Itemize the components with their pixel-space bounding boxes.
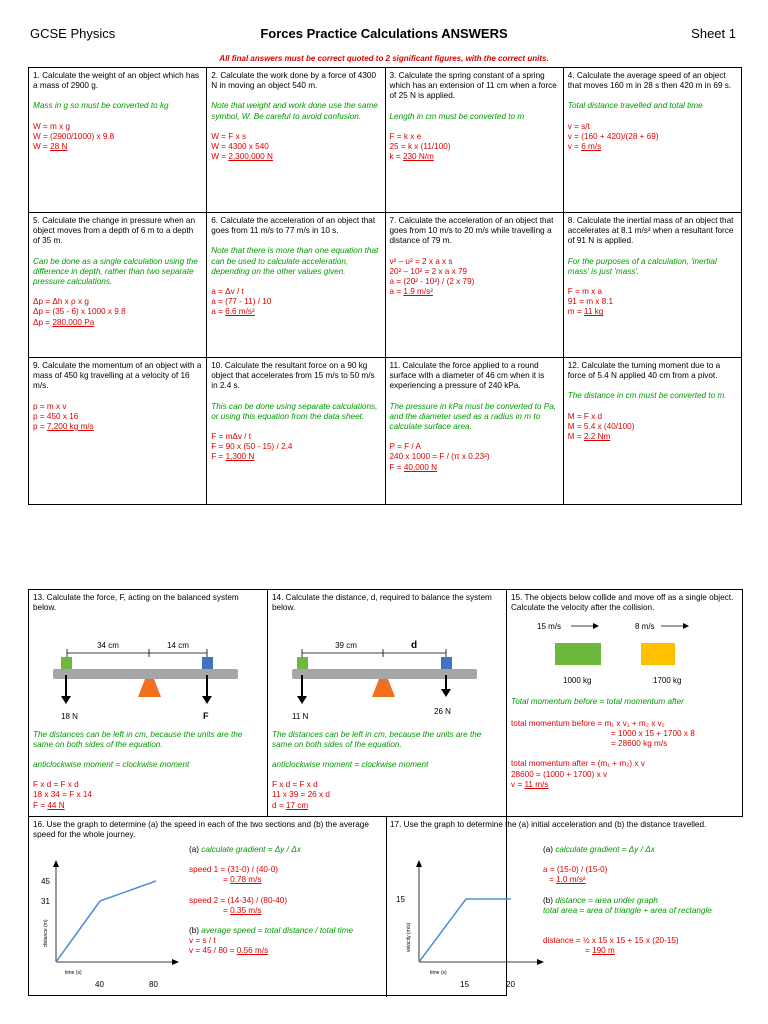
q3-working xyxy=(390,132,559,163)
q16-section-2-line xyxy=(100,881,156,901)
q7-answer: 1.9 m/s² xyxy=(403,287,433,297)
q13-line: 18 x 34 = F x 14 xyxy=(33,790,92,800)
q8-note: For the purposes of a calculation, 'inertial mass' is just 'mass'. xyxy=(567,256,717,276)
sheet-label: Sheet 1 xyxy=(691,26,736,41)
q13-note-2: anticlockwise moment = clockwise moment xyxy=(33,760,190,770)
q11-line: 240 x 1000 = F / (π x 0.23²) xyxy=(389,452,490,462)
q11-answer-prefix: F = xyxy=(389,462,404,472)
q9-answer-prefix: p = xyxy=(33,422,47,432)
q16-line: v = s / t xyxy=(189,936,216,946)
q17-b-note: distance = area under graph xyxy=(555,895,658,905)
q14-beam xyxy=(292,669,477,679)
q17-a-label: (a) xyxy=(543,845,556,854)
q14-lever-diagram xyxy=(272,617,501,722)
question-17-text: 17. Use the graph to determine the (a) initial acceleration and (b) the distance travelled. xyxy=(390,820,707,829)
q14-pivot xyxy=(372,679,395,697)
q8-line: 91 = m x 8.1 xyxy=(567,297,614,307)
question-2-text: 2. Calculate the work done by a force of 4300 N in moving an object 540 m. xyxy=(211,71,377,91)
question-16-text: 16. Use the graph to determine (a) the speed in each of the two sections and (b) the average speed for the whole journey. xyxy=(33,820,369,840)
q15-before-line: = 1000 x 15 + 1700 x 8 xyxy=(611,729,695,739)
question-8-cell xyxy=(563,213,741,358)
q16-xtick: 40 xyxy=(95,980,104,989)
q3-line: F = k x e xyxy=(389,131,422,141)
q15-note: Total momentum before = total momentum after xyxy=(511,696,684,706)
q9-line: p = m x v xyxy=(33,401,67,411)
q16-answer-prefix: v = 45 / 80 = xyxy=(189,946,237,956)
q12-line: M = F x d xyxy=(567,411,603,421)
q13-pivot xyxy=(138,679,161,697)
q16-distance-time-graph xyxy=(29,857,202,997)
q17-ytick: 15 xyxy=(396,895,405,904)
q5-answer-prefix: Δp = xyxy=(33,317,53,327)
question-5-text: 5. Calculate the change in pressure when an object moves from a depth of 6 m to a depth of 35 m. xyxy=(33,216,196,246)
q15-collision-diagram xyxy=(511,615,737,685)
subject-label: GCSE Physics xyxy=(30,26,116,41)
question-16-cell xyxy=(29,817,712,996)
question-14-cell xyxy=(268,590,507,817)
question-12-text: 12. Calculate the turning moment due to a force of 5.4 N applied 40 cm from a pivot. xyxy=(567,361,721,381)
q10-line: F = 90 x (50 - 15) / 2.4 xyxy=(211,442,293,452)
q17-a-line: a = (15-0) / (15-0) xyxy=(543,865,608,875)
q15-v1: 15 m/s xyxy=(537,622,562,632)
q3-line: 25 = k x (11/100) xyxy=(389,142,451,152)
question-9-cell xyxy=(29,358,207,505)
q1-working xyxy=(33,122,202,153)
question-8-text: 8. Calculate the inertial mass of an object that accelerates at 8.1 m/s² when a resultant force of 91 N is applied. xyxy=(567,216,734,246)
q16-speed1-answer: 0.78 m/s xyxy=(230,875,262,885)
q4-answer: 6 m/s xyxy=(581,142,602,152)
question-15-cell xyxy=(507,590,743,817)
question-7-text: 7. Calculate the acceleration of an object that goes from 10 m/s to 20 m/s while travelling a distance of 79 m. xyxy=(389,216,554,246)
q10-note: This can be done using separate calculations, or using this equation from the data sheet. xyxy=(211,401,378,421)
q14-left-force: 11 N xyxy=(292,712,309,722)
q2-answer-prefix: W = xyxy=(211,152,229,162)
question-13-cell xyxy=(29,590,268,817)
q6-line: a = (77 - 11) / 10 xyxy=(211,297,272,307)
q5-note: Can be done as a single calculation using the difference in depth, rather than two separate pressure calculations. xyxy=(33,256,198,287)
q7-answer-prefix: a = xyxy=(389,287,404,297)
q16-speed2-eq: = xyxy=(223,905,231,915)
q17-acceleration-line xyxy=(419,899,466,962)
q12-note: The distance in cm must be converted to m. xyxy=(567,391,727,401)
q17-dist-line: distance = ½ x 15 x 15 + 15 x (20-15) xyxy=(543,936,679,946)
q8-line: F = m x a xyxy=(567,287,603,297)
q12-working xyxy=(568,412,737,443)
q15-m2: 1700 kg xyxy=(653,676,682,686)
q16-a-label: (a) xyxy=(189,845,202,854)
q1-line: W = m x g xyxy=(33,121,71,131)
q4-line: v = s/t xyxy=(567,121,590,131)
q13-right-distance: 14 cm xyxy=(167,641,189,651)
q2-working xyxy=(211,132,380,163)
q11-line: P = F / A xyxy=(389,442,421,452)
q16-a-note: calculate gradient = Δy / Δx xyxy=(201,845,301,854)
q10-line: F = mΔv / t xyxy=(211,432,252,442)
q14-left-mass xyxy=(297,657,308,669)
q16-speed1-line: speed 1 = (31-0) / (40-0) xyxy=(189,865,278,875)
q14-left-distance: 39 cm xyxy=(335,641,357,651)
q8-answer-prefix: m = xyxy=(567,307,584,317)
q14-line: 11 x 39 = 26 x d xyxy=(272,790,330,800)
q10-answer: 1,300 N xyxy=(225,452,255,462)
q16-answer: 0.56 m/s xyxy=(236,946,269,956)
q6-answer: 6.6 m/s² xyxy=(225,307,255,317)
q4-working xyxy=(568,122,737,153)
q13-answer: 44 N xyxy=(47,800,65,810)
q17-ylabel: velocity (m/s) xyxy=(406,922,412,952)
q7-working xyxy=(390,257,559,298)
q15-before-line: = 28600 kg m/s xyxy=(611,739,668,749)
q14-working xyxy=(272,780,502,811)
q3-answer-prefix: k = xyxy=(389,152,403,162)
question-9-text: 9. Calculate the momentum of an object with a mass of 450 kg travelling at a velocity of 16 m/s. xyxy=(33,361,202,391)
question-5-cell xyxy=(29,213,207,358)
q13-note-1: The distances can be left in cm, because the units are the same on both sides of the equation. xyxy=(33,729,243,749)
q5-line: Δp = Δh x ρ x g xyxy=(33,297,89,307)
q7-line: a = (20² - 10²) / (2 x 79) xyxy=(389,277,475,287)
q2-line: W = F x s xyxy=(211,131,247,141)
q4-note: Total distance travelled and total time xyxy=(567,101,703,111)
question-2-cell xyxy=(207,68,385,213)
q17-working xyxy=(543,845,743,956)
q16-ylabel: distance (m) xyxy=(43,919,49,947)
q2-answer: 2,300,000 N xyxy=(228,152,273,162)
questions-grid-2 xyxy=(28,589,743,996)
q14-right-force: 26 N xyxy=(434,707,451,717)
q7-line: 20² – 10² = 2 x a x 79 xyxy=(389,266,468,276)
q12-answer: 2.2 Nm xyxy=(583,432,611,442)
question-6-text: 6. Calculate the acceleration of an object that goes from 11 m/s to 77 m/s in 10 s. xyxy=(211,216,376,236)
q17-velocity-time-graph xyxy=(389,857,559,997)
question-10-text: 10. Calculate the resultant force on a 90 kg object that accelerates from 15 m/s to 50 m/s in 2.4 s. xyxy=(211,361,375,391)
q6-note: Note that there is more than one equation that can be used to calculate acceleration, depending on the other values given. xyxy=(211,246,379,276)
q16-b-label: (b) xyxy=(189,926,202,936)
q17-a-note: calculate gradient = Δy / Δx xyxy=(555,845,655,854)
q16-xtick: 80 xyxy=(149,980,158,989)
q9-answer: 7,200 kg m/s xyxy=(46,422,94,432)
q17-xlabel: time (s) xyxy=(430,970,447,976)
q16-speed2-line: speed 2 = (14-34) / (80-40) xyxy=(189,895,288,905)
question-4-cell xyxy=(563,68,741,213)
q17-a-eq: = xyxy=(549,875,557,885)
q13-line: F x d = F x d xyxy=(33,780,79,790)
q17-dist-eq: = xyxy=(585,946,593,956)
q3-note: Length in cm must be converted to m xyxy=(389,111,525,121)
question-11-cell xyxy=(385,358,563,505)
q15-before-line: total momentum before = m₁ x v₁ + m₂ x v₂ xyxy=(511,718,665,728)
q17-dist-answer: 190 m xyxy=(592,946,615,956)
q16-speed1-eq: = xyxy=(223,875,231,885)
q10-answer-prefix: F = xyxy=(211,452,226,462)
q14-note-2: anticlockwise moment = clockwise moment xyxy=(272,760,429,770)
q5-line: Δp = (35 - 6) x 1000 x 9.8 xyxy=(33,307,126,317)
question-12-cell xyxy=(563,358,741,505)
q14-answer: 17 cm xyxy=(285,800,309,810)
page-title: Forces Practice Calculations ANSWERS xyxy=(260,26,508,41)
q13-right-mass xyxy=(202,657,213,669)
q13-answer-prefix: F = xyxy=(33,800,48,810)
q9-working xyxy=(33,402,202,433)
q14-right-mass xyxy=(441,657,452,669)
q1-answer: 28 N xyxy=(50,142,68,152)
q16-xlabel: time (s) xyxy=(65,970,82,976)
q17-b-label: (b) xyxy=(543,895,556,905)
q17-a-answer: 1.0 m/s² xyxy=(556,875,586,885)
q13-left-distance: 34 cm xyxy=(97,641,119,651)
q13-lever-diagram xyxy=(33,617,262,722)
q13-left-mass xyxy=(61,657,72,669)
question-3-text: 3. Calculate the spring constant of a spring which has an extension of 11 cm when a force of 25 N is applied. xyxy=(389,71,557,101)
q9-line: p = 450 x 16 xyxy=(33,411,79,421)
q10-working xyxy=(211,432,380,463)
q14-right-distance: d xyxy=(410,640,418,652)
q15-working-before xyxy=(511,719,738,790)
q3-answer: 230 N/m xyxy=(402,152,434,162)
q16-working xyxy=(189,845,419,957)
q6-working xyxy=(211,287,380,318)
q16-section-1-line xyxy=(56,901,100,962)
q2-line: W = 4300 x 540 xyxy=(211,142,269,152)
q15-answer-prefix: v = xyxy=(511,779,525,789)
q16-speed2-answer: 0.35 m/s xyxy=(230,905,262,915)
q2-note: Note that weight and work done use the same symbol, W. Be careful to avoid confusion. xyxy=(211,101,378,121)
q13-right-force: F xyxy=(203,711,209,722)
q4-line: v = (160 + 420)/(28 + 69) xyxy=(567,131,659,141)
q4-answer-prefix: v = xyxy=(567,142,582,152)
q14-answer-prefix: d = xyxy=(272,800,286,810)
q11-working xyxy=(390,442,559,473)
q13-left-force: 18 N xyxy=(61,712,78,722)
q11-note: The pressure in kPa must be converted to Pa, and the diameter used as a radius in m to calculate surface area. xyxy=(389,401,557,432)
q1-line: W = (2900/1000) x 9.8 xyxy=(33,131,115,141)
q15-after-line: 28600 = (1000 + 1700) x v xyxy=(511,769,608,779)
question-1-text: 1. Calculate the weight of an object which has a mass of 2900 g. xyxy=(33,71,200,91)
q1-answer-prefix: W = xyxy=(33,142,51,152)
q16-ytick: 45 xyxy=(41,877,50,886)
question-15-text: 15. The objects below collide and move off as a single object. Calculate the velocity after the collision. xyxy=(511,593,734,613)
q8-working xyxy=(568,287,737,318)
question-13-text: 13. Calculate the force, F, acting on the balanced system below. xyxy=(33,593,239,613)
q1-note: Mass in g so must be converted to kg xyxy=(33,101,169,111)
q15-answer: 11 m/s xyxy=(524,779,549,789)
q12-answer-prefix: M = xyxy=(567,432,584,442)
question-3-cell xyxy=(385,68,563,213)
q8-answer: 11 kg xyxy=(583,307,604,317)
q15-v2: 8 m/s xyxy=(635,622,655,632)
q17-xtick: 15 xyxy=(460,980,469,989)
question-1-cell xyxy=(29,68,207,213)
q12-line: M = 5.4 x (40/100) xyxy=(567,421,635,431)
q5-answer: 280,000 Pa xyxy=(52,317,95,327)
notice-text: All final answers must be correct quoted to 2 significant figures, with the correct units. xyxy=(219,54,549,63)
q6-answer-prefix: a = xyxy=(211,307,226,317)
question-11-text: 11. Calculate the force applied to a round surface with a diameter of 46 cm when it is experiencing a pressure of 240 kPa. xyxy=(389,361,545,391)
q17-b-note-2: total area = area of triangle + area of rectangle xyxy=(543,905,712,915)
q15-m1: 1000 kg xyxy=(563,676,592,686)
question-6-cell xyxy=(207,213,385,358)
q14-note-1: The distances can be left in cm, because the units are the same on both sides of the equation. xyxy=(272,729,482,749)
q16-ytick: 31 xyxy=(41,897,50,906)
q15-after-line: total momentum after = (m₁ + m₂) x v xyxy=(511,759,645,769)
q11-answer: 40,000 N xyxy=(403,462,438,472)
q6-line: a = Δv / t xyxy=(211,287,244,297)
q15-object-2 xyxy=(641,643,675,665)
question-7-cell xyxy=(385,213,563,358)
question-4-text: 4. Calculate the average speed of an object that moves 160 m in 28 s then 420 m in 69 s. xyxy=(567,71,732,91)
question-14-text: 14. Calculate the distance, d, required to balance the system below. xyxy=(272,593,492,613)
q16-b-note: average speed = total distance / total time xyxy=(201,926,354,936)
q14-line: F x d = F x d xyxy=(272,780,318,790)
q17-xtick: 20 xyxy=(506,980,515,989)
q5-working xyxy=(33,297,202,328)
q13-beam xyxy=(53,669,238,679)
q13-working xyxy=(33,780,263,811)
questions-grid-1 xyxy=(28,67,742,505)
question-10-cell xyxy=(207,358,385,505)
q15-object-1 xyxy=(555,643,601,665)
q7-line: v² – u² = 2 x a x s xyxy=(389,256,453,266)
